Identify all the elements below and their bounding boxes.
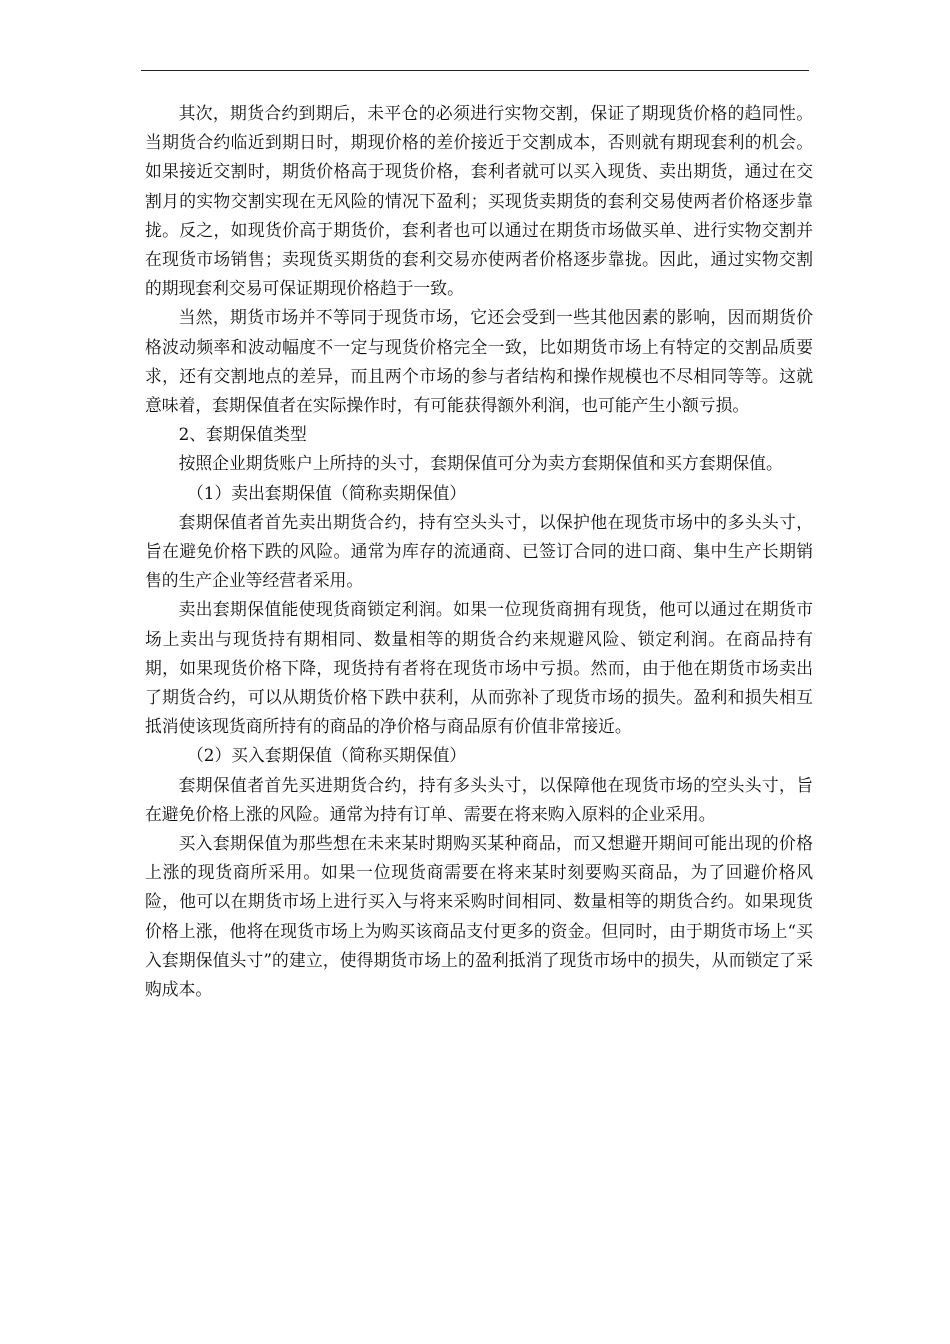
document-body (145, 99, 813, 1004)
paragraph-hedging-intro: 按照企业期货账户上所持的头寸，套期保值可分为卖方套期保值和买方套期保值。 (178, 453, 783, 474)
paragraph-sell-hedge-definition: 套期保值者首先卖出期货合约，持有空头头寸，以保护他在现货市场中的多头头寸，旨在避免价格下跌的风险。通常为库存的流通商、已签订合同的进口商、集中生产长期销售的生产企业等经营者采用。 (145, 511, 813, 591)
header-rule (141, 70, 809, 71)
paragraph-convergence: 其次，期货合约到期后，未平仓的必须进行实物交割，保证了期现货价格的趋同性。当期货合约临近到期日时，期现价格的差价接近于交割成本，否则就有期现套利的机会。如果接近交割时，期货价格高于现货价格，套利者就可以买入现货、卖出期货，通过在交割月的实物交割实现在无风险的情况下盈利；买现货卖期货的套利交易使两者价格逐步靠拢。反之，如现货价高于期货价，套利者也可以通过在期货市场做买单、进行实物交割并在现货市场销售；卖现货买期货的套利交易亦使两者价格逐步靠拢。因此，通过实物交割的期现套利交易可保证期现价格趋于一致。 (145, 103, 813, 299)
paragraph-differences: 当然，期货市场并不等同于现货市场，它还会受到一些其他因素的影响，因而期货价格波动频率和波动幅度不一定与现货价格完全一致，比如期货市场上有特定的交割品质要求，还有交割地点的差异，而且两个市场的参与者结构和操作规模也不尽相同等等。这就意味着，套期保值者在实际操作时，有可能获得额外利润，也可能产生小额亏损。 (145, 307, 813, 416)
section-heading-hedging-types: 2、套期保值类型 (178, 424, 307, 445)
paragraph-sell-hedge-profit: 卖出套期保值能使现货商锁定利润。如果一位现货商拥有现货，他可以通过在期货市场上卖出与现货持有期相同、数量相等的期货合约来规避风险、锁定利润。在商品持有期，如果现货价格下降，现货持有者将在现货市场中亏损。然而，由于他在期货市场卖出了期货合约，可以从期货价格下跌中获利，从而弥补了现货市场的损失。盈利和损失相互抵消使该现货商所持有的商品的净价格与商品原有价值非常接近。 (145, 599, 813, 737)
paragraph-buy-hedge-definition: 套期保值者首先买进期货合约，持有多头头寸，以保障他在现货市场的空头头寸，旨在避免价格上涨的风险。通常为持有订单、需要在将来购入原料的企业采用。 (145, 774, 813, 824)
subheading-buy-hedge: （2）买入套期保值（简称买期保值） (187, 745, 467, 766)
subheading-sell-hedge: （1）卖出套期保值（简称卖期保值） (187, 482, 467, 503)
paragraph-buy-hedge-cost: 买入套期保值为那些想在未来某时期购买某种商品，而又想避开期间可能出现的价格上涨的现货商所采用。如果一位现货商需要在将来某时刻要购买商品，为了回避价格风险，他可以在期货市场上进行买入与将来采购时间相同、数量相等的期货合约。如果现货价格上涨，他将在现货市场上为购买该商品支付更多的资金。但同时，由于期货市场上“买入套期保值头寸”的建立，使得期货市场上的盈利抵消了现货市场中的损失，从而锁定了采购成本。 (145, 833, 813, 1000)
